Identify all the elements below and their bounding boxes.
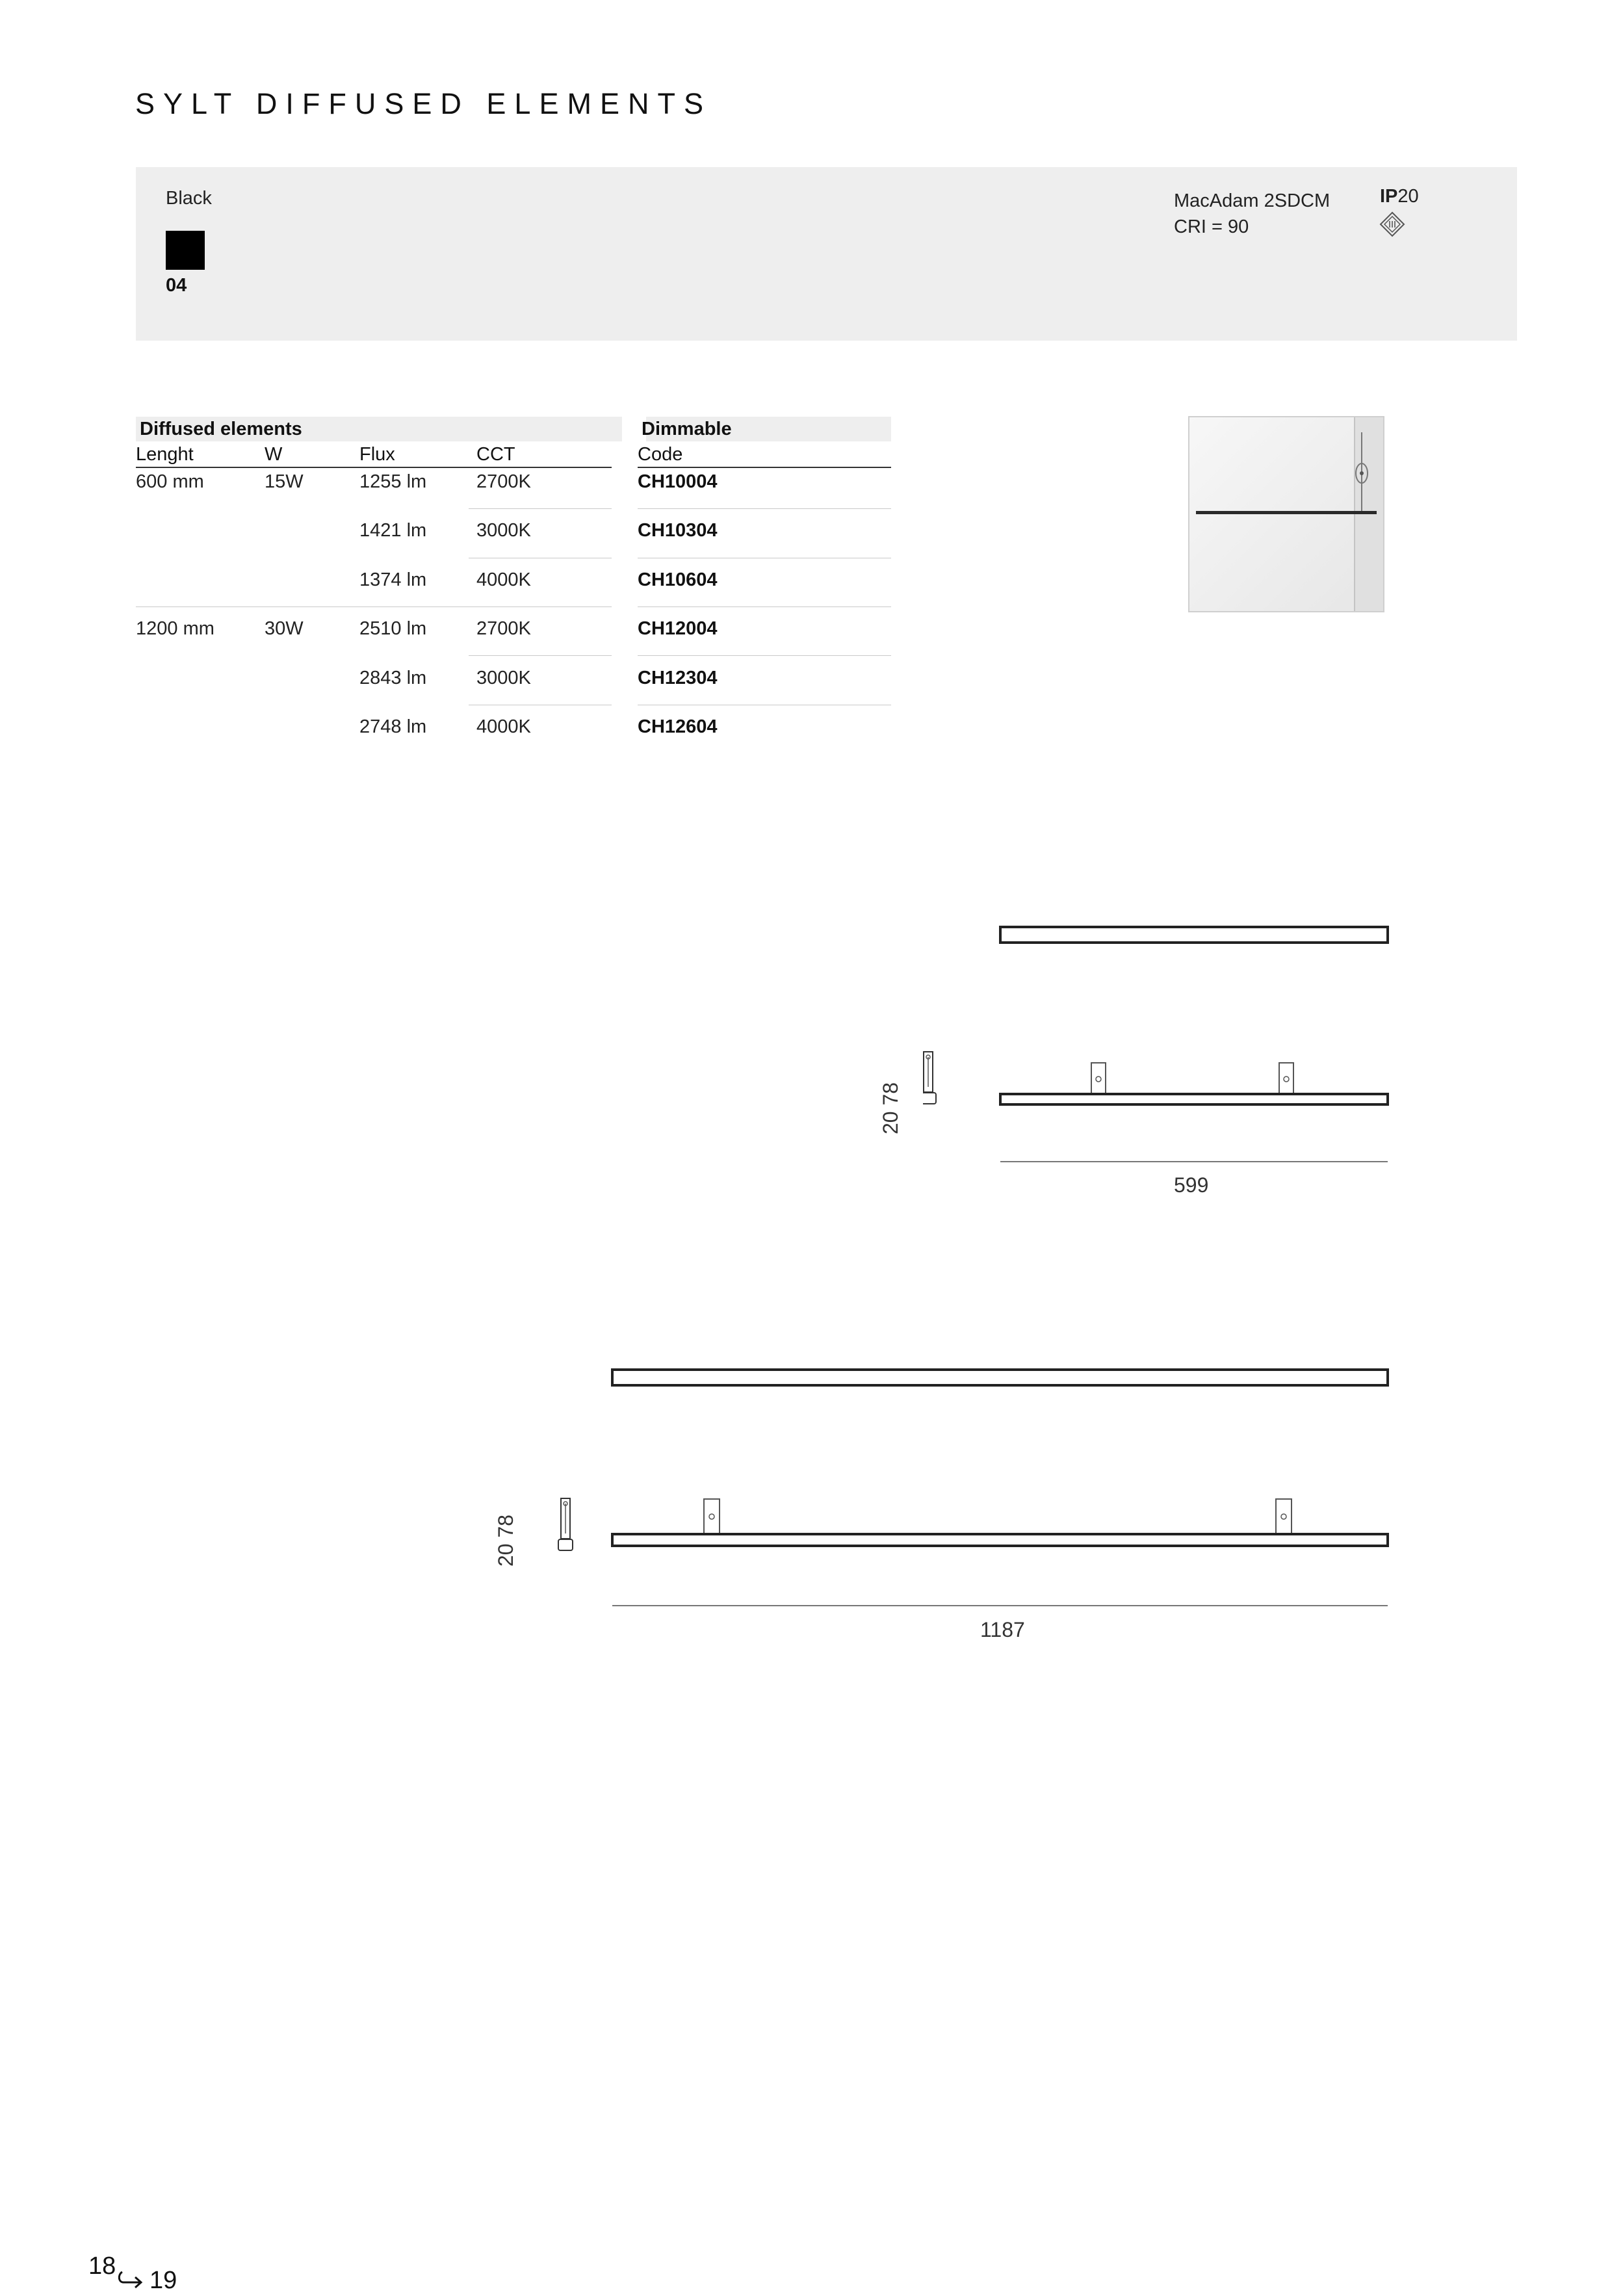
- mount-bracket: [1276, 1499, 1292, 1533]
- cell-code: CH10004: [638, 471, 718, 492]
- row-divider: [469, 655, 612, 656]
- col-watt: W: [265, 444, 283, 465]
- col-code: Code: [638, 444, 683, 465]
- cell-cct: 4000K: [476, 716, 531, 737]
- side-profile: [558, 1539, 573, 1550]
- cell-flux: 2748 lm: [359, 716, 427, 737]
- class-iii-icon: [1379, 211, 1405, 237]
- drawing-600mm: [923, 910, 1404, 1177]
- drawing-1200mm: [546, 1352, 1404, 1625]
- cell-flux: 2510 lm: [359, 618, 427, 639]
- height-dims-600: 20 78: [879, 1082, 902, 1134]
- length-dim-1200: 1187: [980, 1618, 1025, 1641]
- cell-flux: 1255 lm: [359, 471, 427, 492]
- mount-bracket: [1279, 1063, 1293, 1094]
- light-specs: [1174, 188, 1330, 240]
- cell-flux: 2843 lm: [359, 668, 427, 688]
- header-rule-code: [638, 467, 891, 468]
- finish-name: Black: [166, 188, 212, 209]
- side-profile: [923, 1093, 936, 1104]
- cell-flux: 1421 lm: [359, 520, 427, 541]
- front-view-bar: [612, 1534, 1388, 1546]
- col-length: Lenght: [136, 444, 194, 465]
- ip-prefix: IP: [1380, 186, 1398, 207]
- page-number-left: 18: [88, 2252, 116, 2280]
- cell-cct: 3000K: [476, 668, 531, 688]
- cell-code: CH12604: [638, 716, 718, 737]
- ip-rating: [1380, 186, 1419, 207]
- mount-bracket: [704, 1499, 720, 1533]
- black-color-swatch: [166, 231, 205, 270]
- dimmable-title: Dimmable: [642, 419, 732, 439]
- cell-code: CH10304: [638, 520, 718, 541]
- col-cct: CCT: [476, 444, 515, 465]
- cell-cct: 4000K: [476, 569, 531, 590]
- row-divider-code: [638, 655, 891, 656]
- finish-info-panel: [136, 167, 1517, 341]
- header-rule: [136, 467, 612, 468]
- row-divider-code: [638, 508, 891, 509]
- hook-arrow-icon: [117, 2269, 144, 2290]
- cell-cct: 3000K: [476, 520, 531, 541]
- cell-watt: 30W: [265, 618, 304, 639]
- length-dim-600: 599: [1174, 1173, 1209, 1197]
- macadam-spec: MacAdam 2SDCM: [1174, 190, 1331, 211]
- cell-flux: 1374 lm: [359, 569, 427, 590]
- page-number-right: 19: [149, 2267, 177, 2294]
- product-photo: [1188, 416, 1384, 612]
- page-numbers: [88, 2252, 192, 2294]
- row-divider: [469, 508, 612, 509]
- top-view-bar: [612, 1370, 1388, 1385]
- cell-code: CH10604: [638, 569, 718, 590]
- mount-bracket: [1091, 1063, 1106, 1094]
- spec-table: [136, 417, 891, 742]
- cri-spec: CRI = 90: [1174, 216, 1249, 237]
- group-title: Diffused elements: [140, 419, 302, 439]
- top-view-bar: [1000, 927, 1388, 943]
- finish-code: 04: [166, 275, 187, 296]
- ip-value: 20: [1397, 186, 1419, 207]
- cell-watt: 15W: [265, 471, 304, 492]
- cell-cct: 2700K: [476, 618, 531, 639]
- cell-cct: 2700K: [476, 471, 531, 492]
- col-flux: Flux: [359, 444, 395, 465]
- page-title: SYLT DIFFUSED ELEMENTS: [135, 87, 712, 120]
- height-dims-1200: 20 78: [494, 1514, 517, 1567]
- cell-code: CH12004: [638, 618, 718, 639]
- cell-length: 1200 mm: [136, 618, 214, 639]
- cell-code: CH12304: [638, 668, 718, 688]
- cell-length: 600 mm: [136, 471, 204, 492]
- front-view-bar: [1000, 1094, 1388, 1104]
